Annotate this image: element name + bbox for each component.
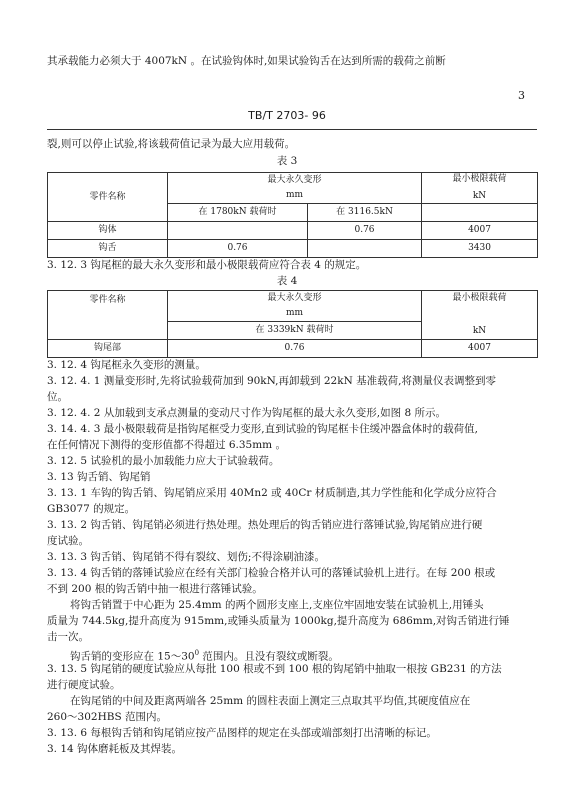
- para-3-13-1-b: GB3077 的规定。: [47, 503, 136, 515]
- para-3-12-4-1-a: 3. 12. 4. 1 测量变形时,先将试验载荷加到 90kN,再卸载到 22kN 基准载荷,将测量仪表调整到零: [47, 375, 496, 387]
- table3-header-part-label: 零件名称: [89, 191, 126, 202]
- header-rule: [47, 129, 537, 130]
- deformation-range-tail: 范围内。且没有裂纹或断裂。: [199, 650, 339, 663]
- table4-row1-a: 0.76: [168, 340, 422, 358]
- table3-row2-load: 3430: [422, 240, 538, 258]
- para-3-14-4-3-a: 3. 14. 4. 3 最小极限载荷是指钩尾框受力变形,直到试验的钩尾框卡住缓冲器盒体时的载荷值,: [47, 423, 478, 435]
- table4-sub-a: 在 3339kN 载荷时: [168, 322, 422, 340]
- para-3-12-4-1-b: 位。: [47, 391, 68, 403]
- table3: [47, 172, 538, 258]
- para-3-12-4-2: 3. 12. 4. 2 从加载到支承点测量的变动尺寸作为钩尾框的最大永久变形,如图 8 所示。: [47, 407, 446, 419]
- heading-3-14: 3. 14 钩体磨耗板及其焊装。: [47, 743, 183, 755]
- deformation-range-text: 钩舌销的变形应在 15～30: [70, 650, 195, 663]
- table-row: [48, 340, 538, 358]
- table4-header-load-unit: kN: [472, 326, 487, 336]
- para-drop-test-a: 将钩舌销置于中心距为 25.4mm 的两个圆形支座上,支座位牢固地安装在试验机上,用锤头: [70, 599, 484, 611]
- table3-row2-name: 钩舌: [48, 240, 168, 258]
- table3-header-load: [422, 173, 538, 204]
- table3-row1-name: 钩体: [48, 222, 168, 240]
- para-3-12-3: 3. 12. 3 钩尾框的最大永久变形和最小极限载荷应符合表 4 的规定。: [47, 259, 367, 271]
- table3-sub-b: 在 3116.5kN: [308, 204, 422, 222]
- para-3-13-2-a: 3. 13. 2 钩舌销、钩尾销必须进行热处理。热处理后的钩舌销应进行落锤试验,钩尾销应进行硬: [47, 519, 483, 531]
- degree-superscript: 0: [194, 649, 200, 657]
- table3-header-deform-unit: mm: [168, 188, 422, 204]
- table3-row1-a: [168, 222, 308, 240]
- table3-row2-a: 0.76: [168, 240, 308, 258]
- table3-header-part: [48, 173, 168, 222]
- table4-header-deform: 最大永久变形: [168, 291, 422, 307]
- para-drop-test-c: 击一次。: [47, 631, 89, 643]
- para-3-13-4-b: 不到 200 根的钩舌销中抽一根进行落锤试验。: [47, 583, 263, 595]
- table3-title: 表 3: [276, 155, 298, 167]
- para-3-13-4-a: 3. 13. 4 钩舌销的落锤试验应在经有关部门检验合格并认可的落锤试验机上进行。在每 200 根或: [47, 567, 496, 579]
- page-number: 3: [518, 89, 525, 102]
- table3-row1-b: 0.76: [308, 222, 422, 240]
- para-3-13-3: 3. 13. 3 钩舌销、钩尾销不得有裂纹、划伤;不得涂刷油漆。: [47, 551, 325, 563]
- table4-header-deform-unit: mm: [168, 306, 422, 322]
- para-hardness-a: 在钩尾销的中间及距离两端各 25mm 的圆柱表面上测定三点取其平均值,其硬度值应在: [70, 695, 471, 707]
- table4-row1-load: 4007: [422, 340, 538, 358]
- para-hardness-b: 260～302HBS 范围内。: [47, 711, 167, 723]
- document-code: TB/T 2703- 96: [248, 109, 326, 122]
- heading-3-13: 3. 13 钩舌销、钩尾销: [47, 471, 151, 483]
- continue-text-line: 裂,则可以停止试验,将该载荷值记录为最大应用载荷。: [47, 138, 296, 150]
- table4-row1-name: 钩尾部: [48, 340, 168, 358]
- table3-header-load-unit: kN: [472, 191, 487, 201]
- para-3-14-4-3-b: 在任何情况下测得的变形值都不得超过 6.35mm 。: [47, 439, 286, 451]
- table4-header-part: 零件名称: [48, 291, 168, 340]
- para-3-13-5-a: 3. 13. 5 钩尾销的硬度试验应从每批 100 根或不到 100 根的钩尾销中抽取一根按 GB231 的方法: [47, 663, 502, 675]
- para-3-12-4: 3. 12. 4 钩尾框永久变形的测量。: [47, 359, 206, 371]
- table3-sub-a: 在 1780kN 载荷时: [168, 204, 308, 222]
- table3-row2-b: [308, 240, 422, 258]
- table4-header-load: [422, 291, 538, 340]
- table4-header-load-label: 最小极限载荷: [452, 293, 507, 303]
- table4: [47, 290, 538, 358]
- para-3-13-6: 3. 13. 6 每根钩舌销和钩尾销应按产品图样的规定在头部或端部刻打出清晰的标记。: [47, 727, 437, 739]
- table3-header-load-label: 最小极限载荷: [452, 174, 507, 184]
- para-3-13-2-b: 度试验。: [47, 535, 89, 547]
- table3-row1-load: 4007: [422, 222, 538, 240]
- table-row: [48, 222, 538, 240]
- table3-header-deform: 最大永久变形: [168, 173, 422, 189]
- para-3-12-5: 3. 12. 5 试验机的最小加载能力应大于试验载荷。: [47, 455, 280, 467]
- table4-title: 表 4: [276, 275, 298, 287]
- table-row: [48, 240, 538, 258]
- para-3-13-5-b: 进行硬度试验。: [47, 679, 121, 691]
- para-3-13-1-a: 3. 13. 1 车钩的钩舌销、钩尾销应采用 40Mn2 或 40Cr 材质制造,其力学性能和化学成分应符合: [47, 487, 497, 499]
- top-text-line: 其承载能力必须大于 4007kN 。在试验钩体时,如果试验钩舌在达到所需的载荷之前断: [47, 55, 446, 67]
- para-drop-test-b: 质量为 744.5kg,提升高度为 915mm,或锤头质量为 1000kg,提升高度为 686mm,对钩舌销进行锤: [47, 615, 510, 627]
- table3-empty-cell: [422, 204, 538, 222]
